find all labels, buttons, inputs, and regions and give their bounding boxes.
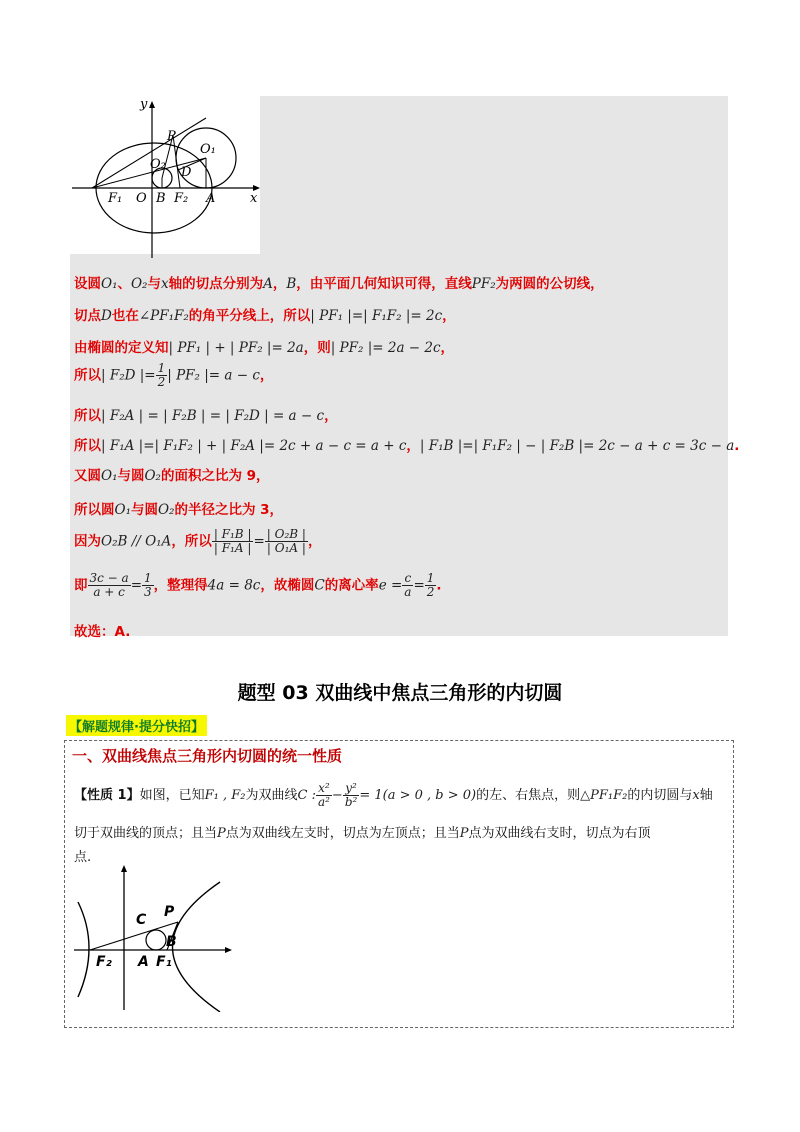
label-o: O [136,191,147,206]
label-f1: F₁ [108,191,123,206]
y-axis-arrow [121,865,127,872]
tip-tag: 【解题规律·提分快招】 [66,715,207,736]
incircle [146,930,166,950]
label-o1: O₁ [200,142,216,157]
property-line-3: 点. [74,850,92,865]
solution-line-10: 即 $\frac{3c - a}{a + c}$ = $\frac{1}{3}$ ，整理得4a = 8c，故椭圆C的离心率e = $\frac{c}{a}$ = $\frac{1}{2}$ . [74,571,442,599]
solution-line-8: 所以圆O₁与圆O₂的半径之比为 3， [74,502,284,518]
solution-line-1: 设圆O₁、O₂与x轴的切点分别为A，B，由平面几何知识可得，直线PF₂为两圆的公切线， [74,276,604,292]
fraction-c-a: $\frac{c}{a}$ [404,571,412,599]
y-axis-arrow [149,101,155,108]
fraction-3c-a: $\frac{3c - a}{a + c}$ [89,571,129,599]
label-p: P [167,129,176,144]
label-p: P [164,904,175,920]
fraction-one-third: $\frac{1}{3}$ [144,571,152,599]
label-o2: O₂ [150,157,166,172]
fraction-one-half-e: $\frac{1}{2}$ [426,571,435,599]
section-title: 题型 03 双曲线中焦点三角形的内切圆 [237,682,563,704]
x-axis-arrow [225,947,232,953]
ellipse-figure [70,96,270,261]
fraction-y2-b2: $\frac{\text{y²}}{\text{b²}}$ [344,781,358,809]
solution-line-3: 由椭圆的定义知| PF₁ | + | PF₂ |= 2a，则| PF₂ |= 2a − 2c， [74,340,455,356]
label-x: x [250,191,258,206]
label-c: C [136,912,147,928]
fraction-o2b-o1a: $\frac{\text{| O₂B |}}{\text{| O₁A |}}$ [266,527,306,555]
solution-line-9: 因为O₂B // O₁A，所以 $\frac{\text{| F₁B |}}{\text{| F₁A |}}$ = $\frac{\text{| O₂B |}}{\text{| O₁A |}}$ ， [74,527,322,555]
label-d: D [181,165,192,180]
solution-line-4: 所以| F₂D |= $\frac{1}{2}$ | PF₂ |= a − c， [74,361,274,389]
label-a: A [138,954,149,970]
property-box-heading: 一、双曲线焦点三角形内切圆的统一性质 [72,747,343,765]
solution-line-5: 所以| F₂A | = | F₂B | = | F₂D | = a − c， [74,408,338,424]
hyperbola-right-branch [173,882,221,1012]
solution-line-2: 切点D也在∠PF₁F₂的角平分线上，所以| PF₁ |=| F₁F₂ |= 2c， [74,308,456,324]
fraction-one-half: $\frac{1}{2}$ [157,361,166,389]
label-b: B [166,934,177,950]
label-f2: F₂ [174,191,189,206]
label-a: A [206,191,216,206]
label-y: y [140,97,148,112]
fraction-x2-a2: $\frac{\text{x²}}{\text{a²}}$ [317,781,330,809]
fraction-f1b-f1a: $\frac{\text{| F₁B |}}{\text{| F₁A |}}$ [213,527,252,555]
property-line-2: 切于双曲线的顶点；且当P点为双曲线左支时，切点为左顶点；且当P点为双曲线右支时，切点为右顶 [74,826,651,841]
solution-answer: 故选：A. [74,624,131,640]
solution-line-6: 所以| F₁A |=| F₁F₂ | + | F₂A |= 2c + a − c = a + c，| F₁B |=| F₁F₂ | − | F₂B |= 2c − a + c = 3c − a. [74,438,740,454]
label-b: B [156,191,166,206]
solution-line-7: 又圆O₁与圆O₂的面积之比为 9， [74,468,270,484]
label-f1: F₁ [156,954,172,970]
label-f2: F₂ [96,954,112,970]
property-line-1: 【性质 1】如图，已知F₁ , F₂为双曲线C : $\frac{\text{x²}}{\text{a²}}$ − $\frac{\text{y²}}{\text{b²}}$ = 1(a > 0 , b > 0)的左、右焦点，则△PF₁F₂的内切圆与x轴 [74,781,713,809]
hyperbola-figure [70,862,260,1012]
